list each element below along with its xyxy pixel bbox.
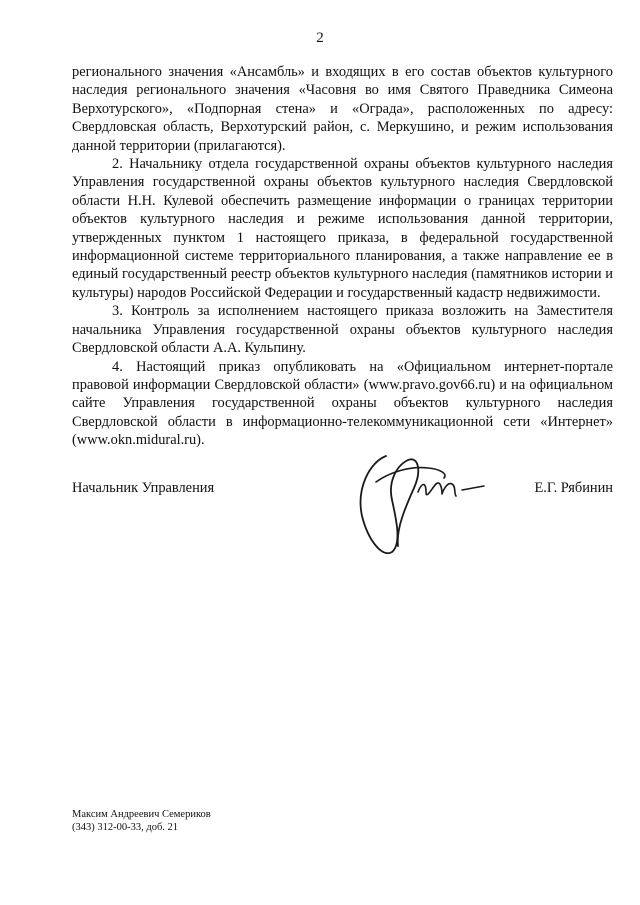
signer-name: Е.Г. Рябинин: [534, 480, 613, 496]
signature-block: [72, 480, 613, 500]
paragraph-1-continuation: регионального значения «Ансамбль» и входящих в его состав объектов культурного наследия регионального значения «Часовня во имя Святого Праведника Симеона Верхотурского», «Подпорная стена» и «Ограда», расположенных по адресу: Свердловская область, Верхотурский район, с. Меркушино, и режим использования данной территории (прилагаются).: [72, 64, 613, 154]
paragraph-2: 2. Начальнику отдела государственной охраны объектов культурного наследия Управления государственной охраны объектов культурного наследия Свердловской области Н.Н. Кулевой обеспечить размещение информации о границах территории объектов культурного наследия и режиме использования данной территории, утвержденных пунктом 1 настоящего приказа, в федеральной государственной информационной системе территориального планирования, а также направление ее в единый государственный реестр объектов культурного наследия (памятников истории и культуры) народов Российской Федерации и государственный кадастр недвижимости.: [72, 156, 613, 301]
executor-footer: [72, 808, 211, 834]
executor-phone: (343) 312-00-33, доб. 21: [72, 822, 179, 833]
document-body: [72, 63, 613, 450]
paragraph-3: 3. Контроль за исполнением настоящего приказа возложить на Заместителя начальника Управления государственной охраны объектов культурного наследия Свердловской области А.А. Кульпину.: [72, 303, 613, 357]
signer-title: Начальник Управления: [72, 480, 215, 496]
paragraph-4: 4. Настоящий приказ опубликовать на «Официальном интернет-портале правовой информации Свердловской области» (www.pravo.gov66.ru) и на официальном сайте Управления государственной охраны объектов культурного наследия Свердловской области в информационно-телекоммуникационной сети «Интернет» (www.okn.midural.ru).: [72, 358, 613, 449]
page-number: 2: [316, 30, 324, 46]
executor-name: Максим Андреевич Семериков: [72, 809, 211, 820]
handwritten-signature: [352, 448, 492, 563]
